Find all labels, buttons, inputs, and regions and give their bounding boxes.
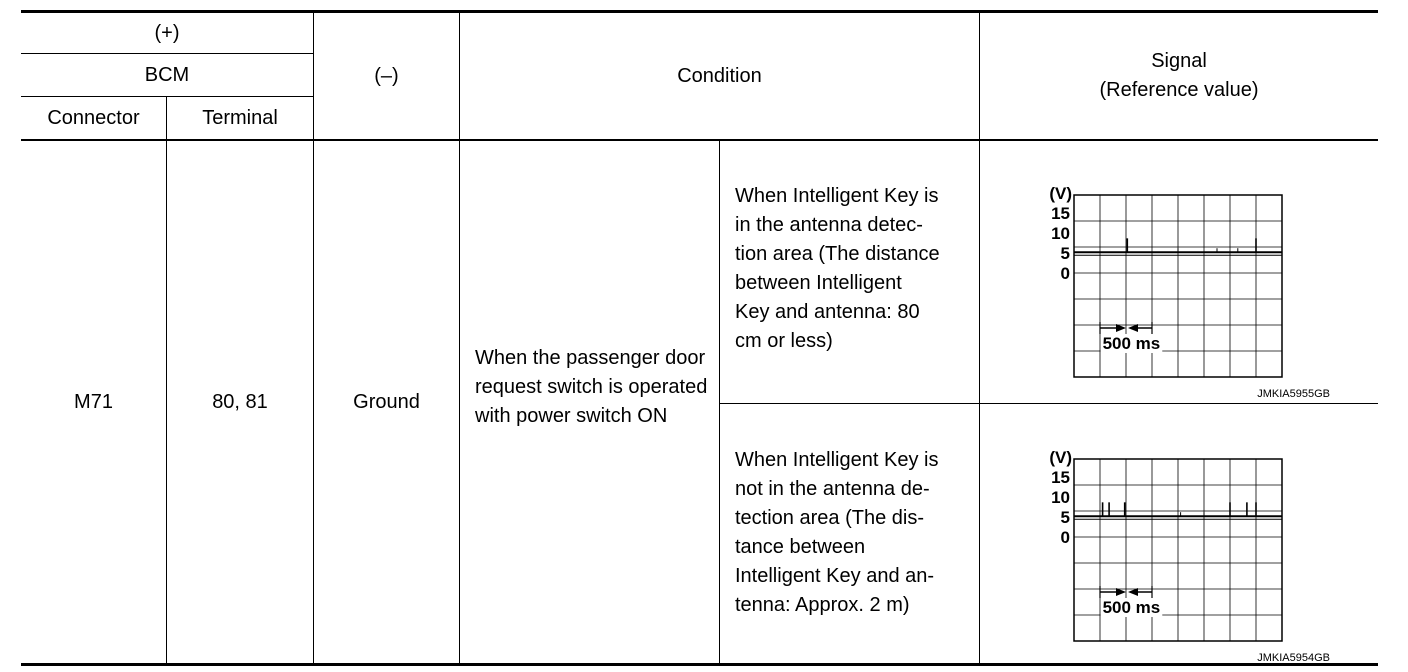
bottom-rule — [21, 663, 1378, 666]
sub-condition-2-line: tection area (The dis- — [735, 507, 924, 529]
sub-condition-1-line: Key and antenna: 80 — [735, 301, 920, 323]
sub-condition-1-line: between Intelligent — [735, 272, 902, 294]
header-condition: Condition — [677, 64, 762, 87]
header-terminal: Terminal — [202, 106, 278, 129]
sub-condition-1-line: cm or less) — [735, 330, 833, 352]
y-tick-label: 5 — [1060, 508, 1070, 527]
header-plus: (+) — [154, 21, 180, 44]
header-minus: (–) — [374, 64, 399, 87]
sub-condition-1-line: in the antenna detec- — [735, 214, 923, 236]
sub-condition-2-line: When Intelligent Key is — [735, 449, 939, 471]
y-tick-label: 15 — [1051, 468, 1070, 487]
header-signal-line1: Signal — [1151, 50, 1207, 72]
y-axis-unit: (V) — [1049, 184, 1072, 203]
condition-main: When the passenger door request switch is operated with power switch ON — [475, 347, 708, 427]
connector-value: M71 — [74, 390, 113, 413]
ground-value: Ground — [353, 390, 420, 413]
time-scale-label: 500 ms — [1102, 598, 1161, 617]
signal-chart-1 — [1030, 180, 1360, 400]
header-signal — [980, 13, 1378, 139]
signal-chart-2 — [1030, 444, 1360, 664]
y-tick-label: 10 — [1051, 224, 1070, 243]
sub-condition-2-line: not in the antenna de- — [735, 478, 930, 500]
y-axis-unit: (V) — [1049, 448, 1072, 467]
header-signal-line2: (Reference value) — [1099, 79, 1259, 101]
sub-condition-1-line: When Intelligent Key is — [735, 185, 939, 207]
header-bcm: BCM — [144, 63, 190, 86]
terminal-value: 80, 81 — [212, 390, 268, 413]
figure-caption: JMKIA5955GB — [1257, 388, 1330, 400]
sub-condition-2-line: Intelligent Key and an- — [735, 565, 935, 587]
y-tick-label: 10 — [1051, 488, 1070, 507]
y-tick-label: 5 — [1060, 244, 1070, 263]
sub-condition-2-line: tance between — [735, 536, 866, 558]
y-tick-label: 15 — [1051, 204, 1070, 223]
y-tick-label: 0 — [1060, 264, 1070, 283]
col-divider-4 — [719, 140, 720, 664]
sub-condition-2-line: tenna: Approx. 2 m) — [735, 594, 910, 616]
header-connector: Connector — [47, 106, 140, 129]
sub-condition-1-line: tion area (The distance — [735, 243, 940, 265]
sub-condition-2 — [735, 446, 975, 620]
time-scale-label: 500 ms — [1102, 334, 1161, 353]
figure-caption: JMKIA5954GB — [1257, 652, 1330, 664]
sub-condition-1 — [735, 182, 975, 356]
subrow-divider — [719, 403, 1378, 404]
y-tick-label: 0 — [1060, 528, 1070, 547]
